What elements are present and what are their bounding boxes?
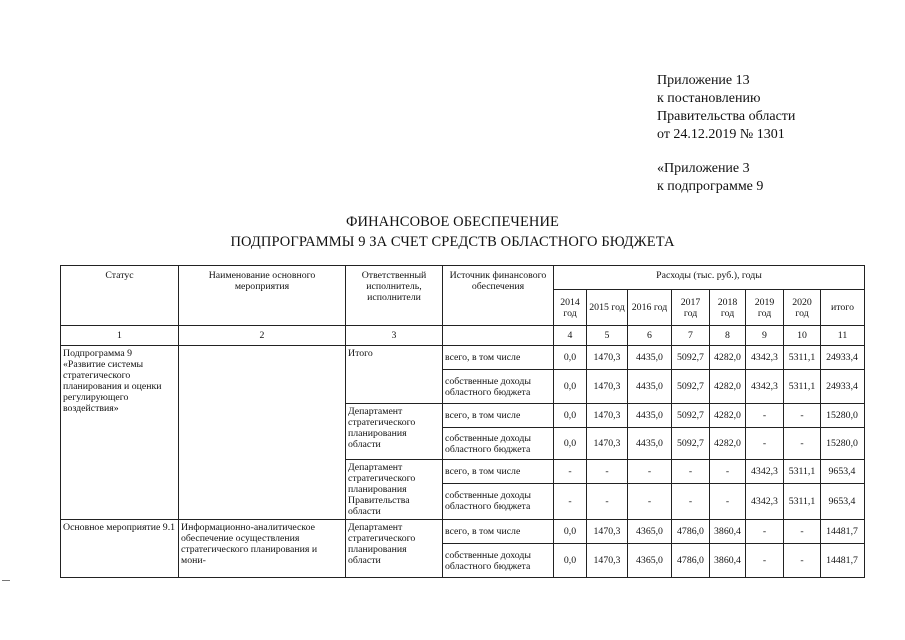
- value-cell: 1470,3: [587, 428, 628, 460]
- value-cell: 5092,7: [672, 346, 710, 370]
- col-number: [443, 326, 554, 346]
- value-cell: 1470,3: [587, 346, 628, 370]
- executor-cell: Департамент стратегического планирования области: [346, 404, 443, 460]
- col-number: 4: [554, 326, 587, 346]
- value-cell: 5311,1: [784, 370, 821, 404]
- value-cell: -: [587, 460, 628, 484]
- value-cell: 4786,0: [672, 520, 710, 544]
- executor-cell: Итого: [346, 346, 443, 404]
- appendix-block: [657, 72, 795, 196]
- header-year: 2014 год: [554, 290, 587, 326]
- value-cell: -: [710, 483, 746, 519]
- value-cell: 4365,0: [628, 520, 672, 544]
- value-cell: 5092,7: [672, 428, 710, 460]
- value-cell: -: [628, 460, 672, 484]
- value-cell: 4282,0: [710, 346, 746, 370]
- total-cell: 24933,4: [821, 370, 865, 404]
- source-cell: собственные доходы областного бюджета: [443, 483, 554, 519]
- col-number: 7: [672, 326, 710, 346]
- value-cell: 4435,0: [628, 346, 672, 370]
- col-number: 5: [587, 326, 628, 346]
- col-number: 2: [179, 326, 346, 346]
- value-cell: 0,0: [554, 428, 587, 460]
- spacer: [657, 144, 795, 160]
- appendix-line: к постановлению: [657, 91, 761, 106]
- value-cell: 0,0: [554, 520, 587, 544]
- header-year: 2019 год: [746, 290, 784, 326]
- value-cell: -: [746, 520, 784, 544]
- col-number: 8: [710, 326, 746, 346]
- value-cell: -: [628, 483, 672, 519]
- appendix-line: к подпрограмме 9: [657, 179, 764, 194]
- value-cell: 4435,0: [628, 428, 672, 460]
- value-cell: 1470,3: [587, 520, 628, 544]
- source-cell: собственные доходы областного бюджета: [443, 370, 554, 404]
- value-cell: -: [784, 404, 821, 428]
- col-number: 3: [346, 326, 443, 346]
- value-cell: -: [746, 544, 784, 578]
- source-cell: собственные доходы областного бюджета: [443, 428, 554, 460]
- value-cell: -: [710, 460, 746, 484]
- value-cell: 5311,1: [784, 483, 821, 519]
- value-cell: -: [784, 520, 821, 544]
- total-cell: 14481,7: [821, 520, 865, 544]
- total-cell: 9653,4: [821, 483, 865, 519]
- value-cell: 5311,1: [784, 460, 821, 484]
- appendix-line: «Приложение 3: [657, 161, 750, 176]
- value-cell: 0,0: [554, 544, 587, 578]
- header-year: 2020 год: [784, 290, 821, 326]
- value-cell: 1470,3: [587, 370, 628, 404]
- value-cell: 4282,0: [710, 428, 746, 460]
- header-source: Источник финансового обеспечения: [443, 266, 554, 326]
- value-cell: 5092,7: [672, 404, 710, 428]
- value-cell: 0,0: [554, 370, 587, 404]
- table-row: [61, 520, 865, 544]
- value-cell: 4365,0: [628, 544, 672, 578]
- value-cell: 5092,7: [672, 370, 710, 404]
- appendix-line: Приложение 13: [657, 73, 750, 88]
- status-cell: Подпрограмма 9 «Развитие системы стратегического планирования и оценки регулирующего воздействия»: [61, 346, 179, 520]
- value-cell: 4435,0: [628, 370, 672, 404]
- value-cell: -: [554, 483, 587, 519]
- source-cell: всего, в том числе: [443, 460, 554, 484]
- value-cell: 4342,3: [746, 460, 784, 484]
- status-cell: Основное мероприятие 9.1: [61, 520, 179, 578]
- finance-table: [60, 265, 865, 578]
- value-cell: -: [746, 404, 784, 428]
- value-cell: -: [784, 428, 821, 460]
- measure-cell: [179, 346, 346, 520]
- header-expenses: Расходы (тыс. руб.), годы: [554, 266, 865, 290]
- header-year: 2018 год: [710, 290, 746, 326]
- appendix-line: Правительства области: [657, 109, 796, 124]
- value-cell: -: [554, 460, 587, 484]
- value-cell: -: [587, 483, 628, 519]
- total-cell: 15280,0: [821, 428, 865, 460]
- value-cell: 4342,3: [746, 483, 784, 519]
- value-cell: 4282,0: [710, 404, 746, 428]
- table-row: [61, 346, 865, 370]
- value-cell: 1470,3: [587, 404, 628, 428]
- value-cell: 3860,4: [710, 520, 746, 544]
- col-number: 6: [628, 326, 672, 346]
- source-cell: всего, в том числе: [443, 520, 554, 544]
- value-cell: -: [672, 483, 710, 519]
- value-cell: -: [672, 460, 710, 484]
- executor-cell: Департамент стратегического планирования области: [346, 520, 443, 578]
- total-cell: 9653,4: [821, 460, 865, 484]
- col-number: 1: [61, 326, 179, 346]
- value-cell: 5311,1: [784, 346, 821, 370]
- value-cell: 1470,3: [587, 544, 628, 578]
- value-cell: -: [746, 428, 784, 460]
- value-cell: 0,0: [554, 404, 587, 428]
- header-total: итого: [821, 290, 865, 326]
- value-cell: -: [784, 544, 821, 578]
- scan-mark: [2, 580, 10, 581]
- value-cell: 4786,0: [672, 544, 710, 578]
- header-year: 2017 год: [672, 290, 710, 326]
- col-number: 11: [821, 326, 865, 346]
- header-year: 2015 год: [587, 290, 628, 326]
- document-subtitle: ПОДПРОГРАММЫ 9 ЗА СЧЕТ СРЕДСТВ ОБЛАСТНОГО БЮДЖЕТА: [230, 234, 675, 250]
- value-cell: 3860,4: [710, 544, 746, 578]
- total-cell: 24933,4: [821, 346, 865, 370]
- header-measure: Наименование основного мероприятия: [179, 266, 346, 326]
- header-executor: Ответственный исполнитель, исполнители: [346, 266, 443, 326]
- measure-cell: Информационно-аналитическое обеспечение осуществления стратегического планирования и мони-: [179, 520, 346, 578]
- col-number: 9: [746, 326, 784, 346]
- source-cell: всего, в том числе: [443, 346, 554, 370]
- appendix-line: от 24.12.2019 № 1301: [657, 127, 785, 142]
- total-cell: 14481,7: [821, 544, 865, 578]
- total-cell: 15280,0: [821, 404, 865, 428]
- col-number: 10: [784, 326, 821, 346]
- header-year: 2016 год: [628, 290, 672, 326]
- source-cell: всего, в том числе: [443, 404, 554, 428]
- value-cell: 4342,3: [746, 346, 784, 370]
- source-cell: собственные доходы областного бюджета: [443, 544, 554, 578]
- value-cell: 0,0: [554, 346, 587, 370]
- document-title: ФИНАНСОВОЕ ОБЕСПЕЧЕНИЕ: [345, 214, 560, 230]
- value-cell: 4435,0: [628, 404, 672, 428]
- value-cell: 4342,3: [746, 370, 784, 404]
- header-status: Статус: [61, 266, 179, 326]
- value-cell: 4282,0: [710, 370, 746, 404]
- executor-cell: Департамент стратегического планирования Правительства области: [346, 460, 443, 520]
